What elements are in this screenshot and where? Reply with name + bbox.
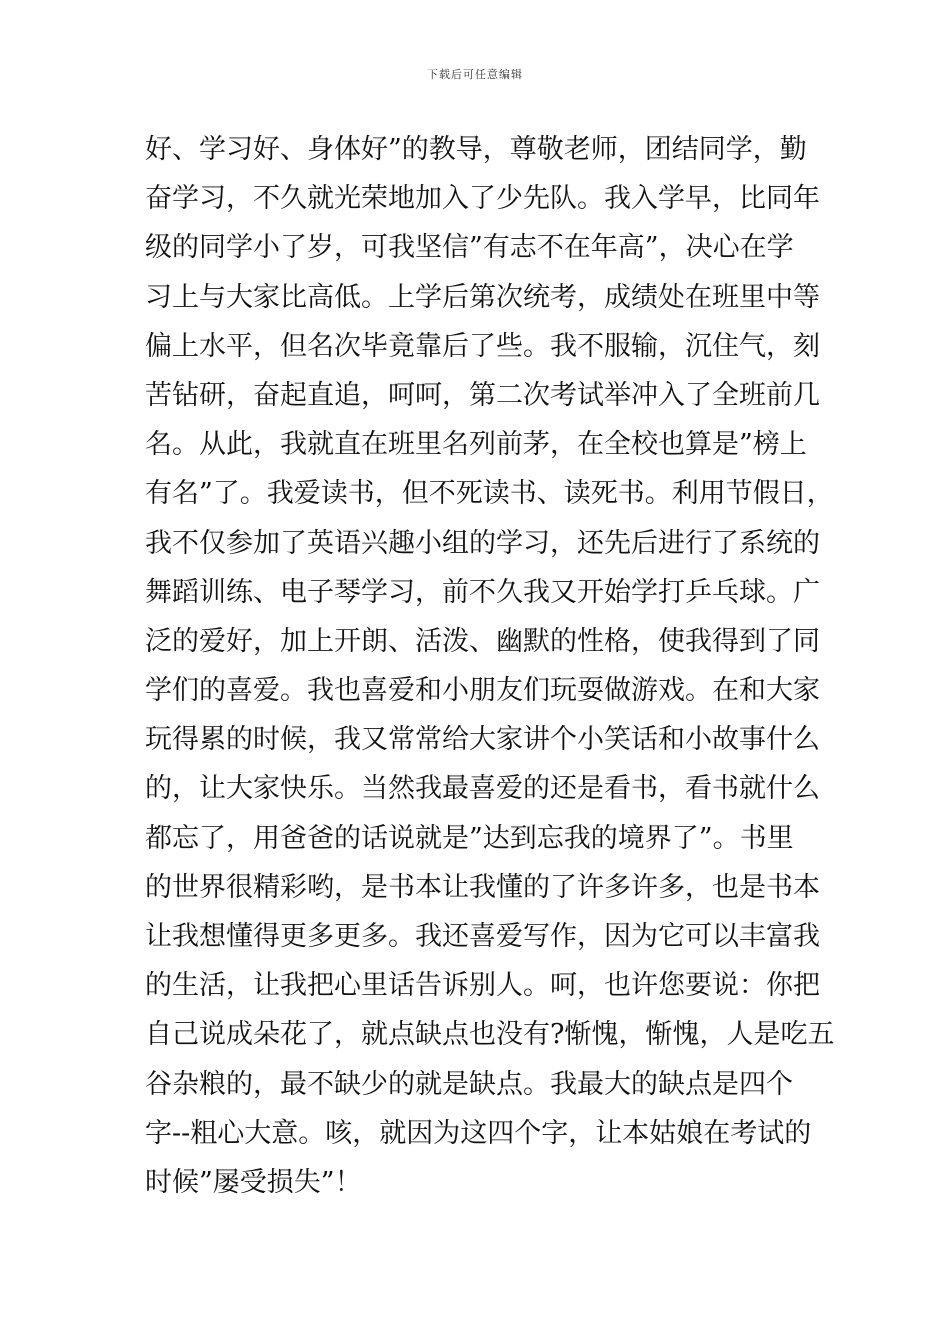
text-line: 舞蹈训练、电子琴学习，前不久我又开始学打乒乓球。广 <box>145 576 820 608</box>
text-line: 偏上水平，但名次毕竟靠后了些。我不服输，沉住气，刻 <box>145 330 820 362</box>
text-line: 让我想懂得更多更多。我还喜爱写作，因为它可以丰富我 <box>145 921 820 952</box>
text-line: 时候”屡受损失”！ <box>145 1166 362 1198</box>
text-line: 的世界很精彩哟，是书本让我懂的了许多许多，也是书本 <box>145 871 820 903</box>
text-line: 我不仅参加了英语兴趣小组的学习，还先后进行了系统的 <box>145 527 820 559</box>
text-line: 玩得累的时候，我又常常给大家讲个小笑话和小故事什么 <box>145 724 820 756</box>
text-line: 苦钻研，奋起直追，呵呵，第二次考试举冲入了全班前几 <box>145 379 820 411</box>
body-text <box>145 125 835 1207</box>
page-header-note: 下载后可任意编辑 <box>427 68 523 81</box>
text-line: 有名”了。我爱读书，但不死读书、读死书。利用节假日， <box>145 478 834 510</box>
text-line: 字--粗心大意。咳，就因为这四个字，让本姑娘在考试的 <box>145 1117 812 1149</box>
text-line: 名。从此，我就直在班里名列前茅，在全校也算是”榜上 <box>145 429 807 461</box>
text-line: 的，让大家快乐。当然我最喜爱的还是看书，看书就什么 <box>145 773 820 805</box>
text-line: 的生活，让我把心里话告诉别人。呵，也许您要说：你把 <box>145 970 820 1002</box>
text-line: 谷杂粮的，最不缺少的就是缺点。我最大的缺点是四个 <box>145 1068 793 1100</box>
text-line: 泛的爱好，加上开朗、活泼、幽默的性格，使我得到了同 <box>145 625 820 657</box>
text-line: 奋学习，不久就光荣地加入了少先队。我入学早，比同年 <box>145 183 820 215</box>
text-line: 习上与大家比高低。上学后第次统考，成绩处在班里中等 <box>145 281 820 313</box>
text-line: 好、学习好、身体好”的教导，尊敬老师，团结同学，勤 <box>145 134 807 165</box>
text-line: 都忘了，用爸爸的话说就是”达到忘我的境界了”。书里 <box>145 822 794 854</box>
text-line: 级的同学小了岁，可我坚信”有志不在年高”，决心在学 <box>145 232 794 264</box>
text-line: 自己说成朵花了，就点缺点也没有?惭愧，惭愧，人是吃五 <box>145 1019 835 1051</box>
text-line: 学们的喜爱。我也喜爱和小朋友们玩耍做游戏。在和大家 <box>145 675 820 707</box>
